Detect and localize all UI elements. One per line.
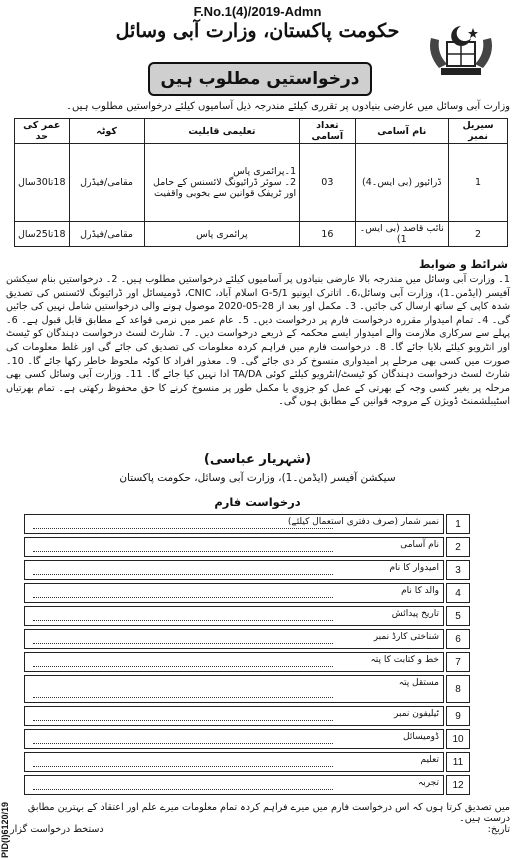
form-field-number: 7 (446, 652, 470, 672)
table-row (15, 222, 508, 247)
form-field-label: ڈومیسائل (403, 732, 439, 742)
form-field-label: تاریخ پیدائش (391, 609, 439, 619)
signature-label: دستخط درخواست گزار (10, 824, 104, 835)
form-field-number: 4 (446, 583, 470, 603)
form-field-number: 5 (446, 606, 470, 626)
table-row (15, 144, 508, 222)
form-field-box[interactable] (24, 675, 444, 703)
form-field-label: امیدوار کا نام (389, 563, 439, 573)
form-row (24, 560, 470, 580)
dotted-line (33, 574, 333, 575)
form-field-label: خط و کتابت کا پتہ (370, 655, 439, 665)
dotted-line (33, 743, 333, 744)
form-field-number: 9 (446, 706, 470, 726)
cell-post: ڈرائیور (بی ایس۔4) (355, 144, 449, 222)
file-number: F.No.1(4)/2019-Admn (193, 4, 322, 19)
form-field-box[interactable] (24, 652, 444, 672)
cell-serial: 2 (449, 222, 508, 247)
cell-qualification: 1۔پرائمری پاس 2۔ سوئر ڈرائیونگ لائسنس کے حامل اور ٹریفک قوانین سے بخوبی واقفیت (144, 144, 300, 222)
form-row (24, 652, 470, 672)
cell-count: 16 (300, 222, 355, 247)
form-field-label: شناختی کارڈ نمبر (373, 632, 439, 642)
form-row (24, 514, 470, 534)
conditions-heading: شرائط و ضوابط (418, 258, 508, 271)
signatory-name: (شہریار عباسی) (203, 452, 312, 467)
form-title: درخواست فارم (214, 495, 301, 509)
form-field-box[interactable] (24, 606, 444, 626)
form-field-label: مستقل پتہ (398, 678, 439, 688)
form-row (24, 706, 470, 726)
dotted-line (33, 643, 333, 644)
cell-age: 18تا25سال (15, 222, 70, 247)
form-field-box[interactable] (24, 560, 444, 580)
form-field-label: نمبر شمار (صرف دفتری استعمال کیلئے) (287, 517, 439, 527)
form-field-number: 2 (446, 537, 470, 557)
form-row (24, 606, 470, 626)
form-row (24, 729, 470, 749)
vacancies-banner: درخواستیں مطلوب ہیں (148, 62, 372, 96)
form-field-box[interactable] (24, 583, 444, 603)
form-field-label: والد کا نام (401, 586, 439, 596)
dotted-line (33, 720, 333, 721)
dotted-line (33, 766, 333, 767)
form-field-box[interactable] (24, 729, 444, 749)
posts-table (14, 118, 508, 247)
cell-quota: مقامی/فیڈرل (69, 222, 144, 247)
dotted-line (33, 597, 333, 598)
form-row (24, 675, 470, 703)
header-quota: کوٹہ (69, 119, 144, 144)
form-field-number: 3 (446, 560, 470, 580)
header-count: تعداد آسامی (300, 119, 355, 144)
signature-line (10, 824, 510, 835)
date-label: تاریخ: (487, 824, 510, 835)
conditions-text: 1۔ وزارت آبی وسائل میں مندرجہ بالا عارضی بنیادوں پر آسامیوں کیلئے درخواستیں مطلوب ہیں۔ 2۔ درخواستیں بنام سیکشن آفیسر (ایڈمن۔1)، وزارت آبی وسائل،6۔ اتاترک ایونیو G-5/1 اسلام آباد، CNIC، ڈومیسائل اور ڈرائیونگ لائسنس کی تصدیق شدہ کاپی کے ساتھ ارسال کی جائیں۔ 3۔ مکمل اور بعد از 28-05-2020 موصول ہونے والی درخواستیں شامل نہیں کی جائیں گی۔ 4۔ تمام امیدوار مقررہ درخواست فارم پر درخواست دیں۔ 5۔ عام عمر میں نرمی قواعد کے مطابق قابل قبول ہے۔ 6۔ پہلے سے سرکاری ملازمت والے امیدوار ایسے محکمہ کے ذریعے درخواست دیں۔ 7۔ شارٹ لسٹ درخواست دہندگان کو ٹیسٹ اور انٹرویو کیلئے بلایا جائے گا۔ 8۔ درخواست فارم میں فراہم کردہ معلومات کی تصدیق کی جائے گی اور غلط معلومات کی صورت میں کسی بھی مرحلے پر امیدواری منسوخ کر دی جائے گی۔ 9۔ معذور افراد کا کوٹہ ملحوظ خاطر رکھا جائے گا۔ 10۔ شارٹ لسٹ درخواست دہندگان کو ٹیسٹ/انٹرویو کیلئے کوئی TA/DA ادا نہیں کیا جائے گا۔ 11۔ وزارت آبی وسائل کسی بھی مرحلہ پر بغیر کسی وجہ کے بھرتی کے عمل کو جزوی یا مکمل طور پر منسوخ کرنے کا حق محفوظ رکھتی ہے۔ تمام بھرتیاں اسٹیبلشمنٹ ڈویژن کے مروجہ قوانین کے مطابق ہوں گی۔ (6, 274, 511, 408)
form-field-box[interactable] (24, 706, 444, 726)
cell-post: نائب قاصد (بی ایس۔1) (355, 222, 449, 247)
dotted-line (33, 528, 333, 529)
header-serial: سیریل نمبر (449, 119, 508, 144)
form-field-number: 6 (446, 629, 470, 649)
header-age: عمر کی حد (15, 119, 70, 144)
dotted-line (33, 697, 333, 698)
declaration-text: میں تصدیق کرتا ہوں کہ اس درخواست فارم میں میرے فراہم کردہ تمام معلومات میرے علم اور اعتقاد کے بہترین مطابق درست ہیں۔ (27, 802, 510, 824)
form-field-box[interactable] (24, 752, 444, 772)
signatory-title: سیکشن آفیسر (ایڈمن۔1)، وزارت آبی وسائل، حکومت پاکستان (119, 472, 396, 484)
form-field-number: 8 (446, 675, 470, 703)
dotted-line (33, 551, 333, 552)
form-field-label: تجربہ (417, 778, 439, 788)
dotted-line (33, 620, 333, 621)
dotted-line (33, 789, 333, 790)
form-field-box[interactable] (24, 775, 444, 795)
form-row (24, 629, 470, 649)
cell-count: 03 (300, 144, 355, 222)
form-field-box[interactable] (24, 537, 444, 557)
form-field-label: تعلیم (420, 755, 439, 765)
form-row (24, 537, 470, 557)
cell-serial: 1 (449, 144, 508, 222)
form-field-number: 11 (446, 752, 470, 772)
form-field-label: ٹیلیفون نمبر (394, 709, 439, 719)
header-post: نام آسامی (355, 119, 449, 144)
form-field-box[interactable] (24, 629, 444, 649)
form-field-box[interactable] (24, 514, 444, 534)
form-row (24, 583, 470, 603)
form-field-number: 12 (446, 775, 470, 795)
pakistan-emblem-icon (425, 24, 497, 78)
form-row (24, 775, 470, 795)
form-field-number: 1 (446, 514, 470, 534)
header-qualification: تعلیمی قابلیت (144, 119, 300, 144)
government-title: حکومت پاکستان، وزارت آبی وسائل (115, 20, 400, 42)
form-field-number: 10 (446, 729, 470, 749)
intro-text: وزارت آبی وسائل میں عارضی بنیادوں پر تقرری کیلئے مندرجہ ذیل آسامیوں کیلئے درخواستیں مطلوب ہیں۔ (66, 101, 510, 112)
cell-qualification: پرائمری پاس (144, 222, 300, 247)
form-field-label: نام آسامی (400, 540, 439, 550)
cell-quota: مقامی/فیڈرل (69, 144, 144, 222)
dotted-line (33, 666, 333, 667)
cell-age: 18تا30سال (15, 144, 70, 222)
table-header-row (15, 119, 508, 144)
pid-code: PID(I)6120/19 (0, 801, 10, 858)
form-row (24, 752, 470, 772)
